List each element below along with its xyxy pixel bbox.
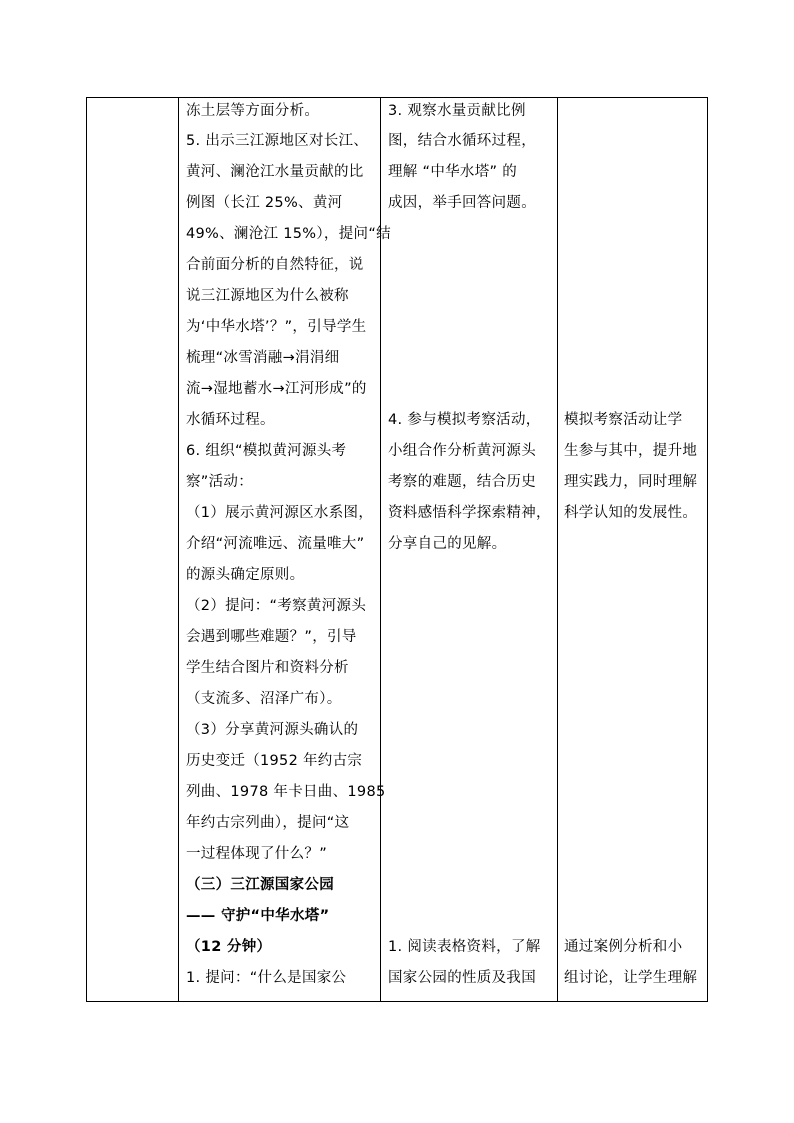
text-line: （2）提问：“考察黄河源头 [186,598,367,614]
text-line: 理实践力，同时理解 [564,474,698,490]
text-line: 合前面分析的自然特征，说 [186,257,364,273]
text-line: （1）展示黄河源区水系图， [186,505,374,521]
text-line: 3. 观察水量贡献比例 [388,103,526,119]
text-line: 学生结合图片和资料分析 [186,660,349,676]
text-line: 组讨论，让学生理解 [564,970,698,986]
text-line: 年约古宗列曲），提问“这 [186,815,350,831]
text-line: 成因，举手回答问题。 [388,195,536,211]
text-line: 一过程体现了什么？” [186,846,328,862]
table-border-right [707,97,708,1002]
text-line: 4. 参与模拟考察活动， [388,412,541,428]
text-line: （支流多、沼泽广布）。 [186,691,342,707]
text-line: 说三江源地区为什么被称 [186,288,349,304]
text-line: 通过案例分析和小 [564,939,683,955]
text-line: 1. 提问：“什么是国家公 [186,970,347,986]
column-divider-3 [557,97,558,1002]
text-line: 梳理“冰雪消融→涓涓细 [186,350,340,366]
lesson-plan-table [86,97,708,1002]
table-border-left [86,97,87,1002]
text-line: 黄河、澜沧江水量贡献的比 [186,164,364,180]
text-line: 49%、澜沧江 15%），提问“结 [186,226,391,242]
text-line: 水循环过程。 [186,412,275,428]
text-line: 例图（长江 25%、黄河 [186,195,343,211]
text-line: 资料感悟科学探索精神， [388,505,551,521]
text-line: 的源头确定原则。 [186,567,305,583]
text-line: 理解 “中华水塔” 的 [388,164,518,180]
text-line: 历史变迁（1952 年约古宗 [186,753,363,769]
text-line: 察”活动： [186,474,254,490]
text-line: 生参与其中，提升地 [564,443,698,459]
text-line: 6. 组织“模拟黄河源头考 [186,443,347,459]
section-duration: （12 分钟） [186,939,272,955]
text-line: 图，结合水循环过程， [388,133,536,149]
text-line: 介绍“河流唯远、流量唯大” [186,536,365,552]
text-line: 分享自己的见解。 [388,536,507,552]
text-line: 模拟考察活动让学 [564,412,683,428]
text-line: 考察的难题，结合历史 [388,474,536,490]
text-line: 列曲、1978 年卡日曲、1985 [186,784,386,800]
column-divider-1 [178,97,179,1002]
text-line: 5. 出示三江源地区对长江、 [186,133,369,149]
section-subheading: —— 守护“中华水塔” [186,908,330,924]
text-line: 流→湿地蓄水→江河形成”的 [186,381,367,397]
text-line: （3）分享黄河源头确认的 [186,722,359,738]
text-line: 为‘中华水塔’？”，引导学生 [186,319,367,335]
text-line: 小组合作分析黄河源头 [388,443,536,459]
text-line: 冻土层等方面分析。 [186,103,320,119]
section-heading: （三）三江源国家公园 [186,877,334,893]
text-line: 国家公园的性质及我国 [388,970,536,986]
text-line: 1. 阅读表格资料，了解 [388,939,541,955]
table-border-bottom [86,1001,708,1002]
text-line: 会遇到哪些难题？”，引导 [186,629,357,645]
table-border-top [86,97,708,98]
text-line: 科学认知的发展性。 [564,505,698,521]
